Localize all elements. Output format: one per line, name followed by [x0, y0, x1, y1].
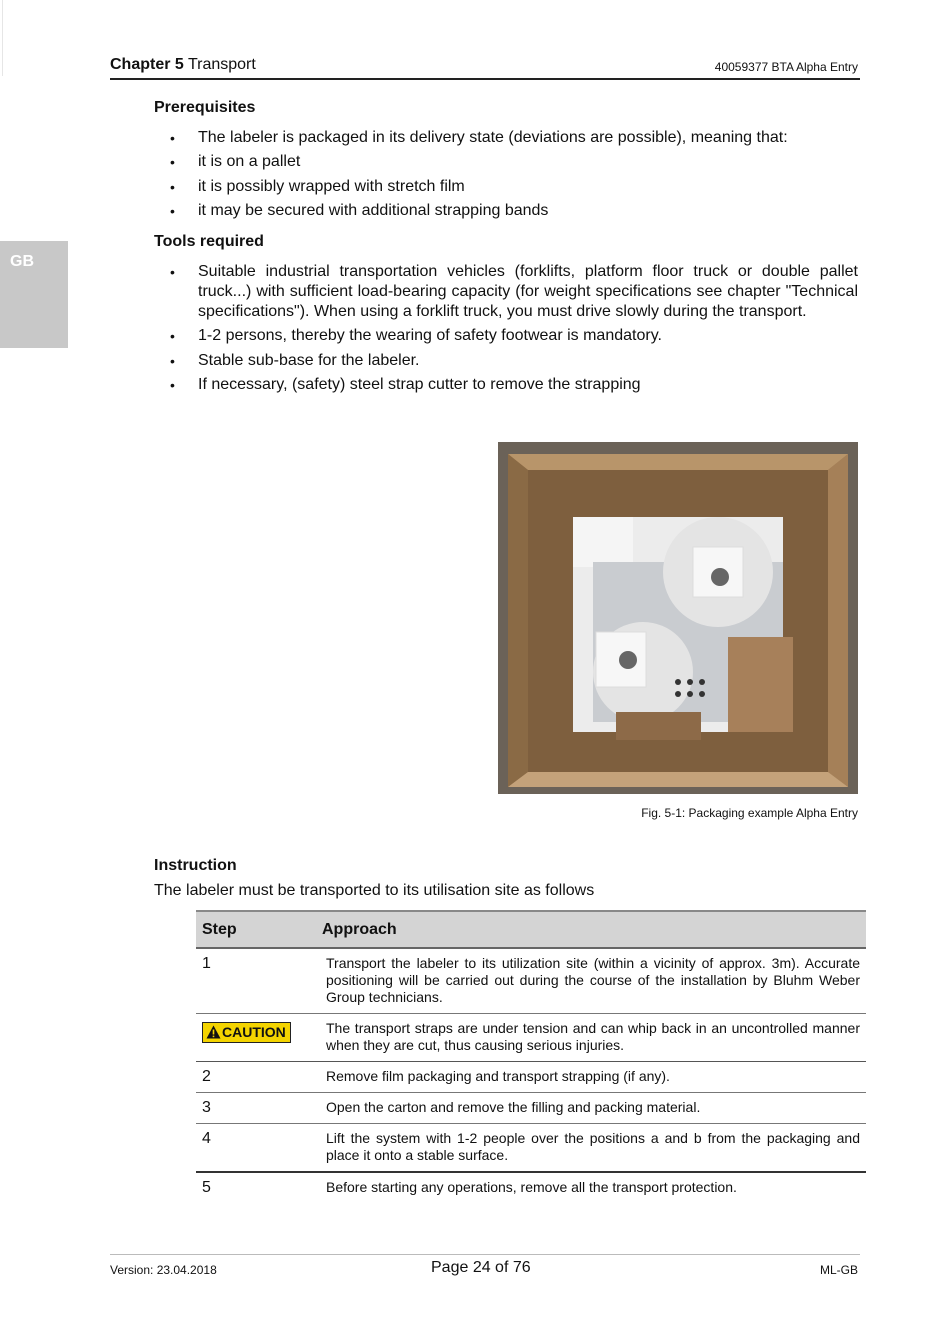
table-header-row — [196, 911, 866, 948]
step-number: 1 — [196, 948, 316, 1014]
list-item: • 1-2 persons, thereby the wearing of safety footwear is mandatory. — [154, 326, 858, 346]
list-item: • it is on a pallet — [154, 152, 858, 172]
step-number: 3 — [196, 1093, 316, 1124]
chapter-label: Chapter 5 — [110, 56, 184, 73]
step-text: The transport straps are under tension and can whip back in an uncontrolled manner when they are cut, thus causing serious injuries. — [316, 1014, 866, 1062]
list-item: • it may be secured with additional strapping bands — [154, 201, 858, 221]
warning-icon — [206, 1025, 221, 1039]
table-row — [196, 1172, 866, 1203]
instruction-heading: Instruction — [154, 857, 237, 874]
list-item: • Suitable industrial transportation vehicles (forklifts, platform floor truck or double pallet truck...) with sufficient load-bearing capacity (for weight specifications see chapter "Technical specifications"). When using a forklift truck, you must drive slowly during the transport. — [154, 262, 858, 322]
version-label: Version: 23.04.2018 — [110, 1263, 217, 1277]
step-text: Lift the system with 1-2 people over the positions a and b from the packaging and place it onto a stable surface. — [316, 1124, 866, 1173]
caution-badge — [202, 1022, 291, 1043]
step-number: 2 — [196, 1062, 316, 1093]
tools-heading: Tools required — [154, 233, 264, 250]
doc-code: ML-GB — [819, 1263, 858, 1277]
table-row — [196, 948, 866, 1014]
list-item: • If necessary, (safety) steel strap cutter to remove the strapping — [154, 375, 858, 395]
list-item: • it is possibly wrapped with stretch film — [154, 177, 858, 197]
page-header — [110, 56, 860, 80]
step-text: Open the carton and remove the filling and packing material. — [316, 1093, 866, 1124]
doc-reference: 40059377 BTA Alpha Entry — [714, 60, 858, 74]
column-header-approach: Approach — [316, 911, 866, 948]
list-item: • Stable sub-base for the labeler. — [154, 351, 858, 371]
page-number: Page 24 of 76 — [431, 1259, 531, 1276]
table-row — [196, 1093, 866, 1124]
step-number: 5 — [202, 1179, 211, 1196]
chapter-heading — [110, 56, 256, 74]
packaging-photo — [498, 442, 858, 794]
step-number: 4 — [196, 1124, 316, 1173]
step-text: Remove film packaging and transport strapping (if any). — [316, 1062, 866, 1093]
list-item: • The labeler is packaged in its delivery state (deviations are possible), meaning that: — [154, 128, 858, 148]
steps-table — [196, 910, 866, 1203]
language-code: GB — [10, 253, 34, 270]
column-header-step: Step — [196, 911, 316, 948]
chapter-title: Transport — [187, 56, 256, 73]
step-text: Before starting any operations, remove all the transport protection. — [326, 1179, 737, 1195]
table-row — [196, 1014, 866, 1062]
prerequisites-list — [154, 128, 858, 226]
tools-list — [154, 262, 858, 400]
page-edge-line — [2, 0, 3, 76]
step-text: Transport the labeler to its utilization site (within a vicinity of approx. 3m). Accurate positioning will be carried out during the course of the installation by Bluhm Weber Group technicians. — [316, 948, 866, 1014]
caution-label: CAUTION — [222, 1024, 286, 1040]
page-footer — [110, 1254, 860, 1285]
table-row — [196, 1124, 866, 1173]
table-row — [196, 1062, 866, 1093]
language-tab — [0, 241, 68, 348]
instruction-intro: The labeler must be transported to its utilisation site as follows — [154, 882, 595, 899]
figure-caption: Fig. 5-1: Packaging example Alpha Entry — [641, 806, 858, 820]
prerequisites-heading: Prerequisites — [154, 99, 256, 116]
caution-cell — [196, 1014, 316, 1062]
